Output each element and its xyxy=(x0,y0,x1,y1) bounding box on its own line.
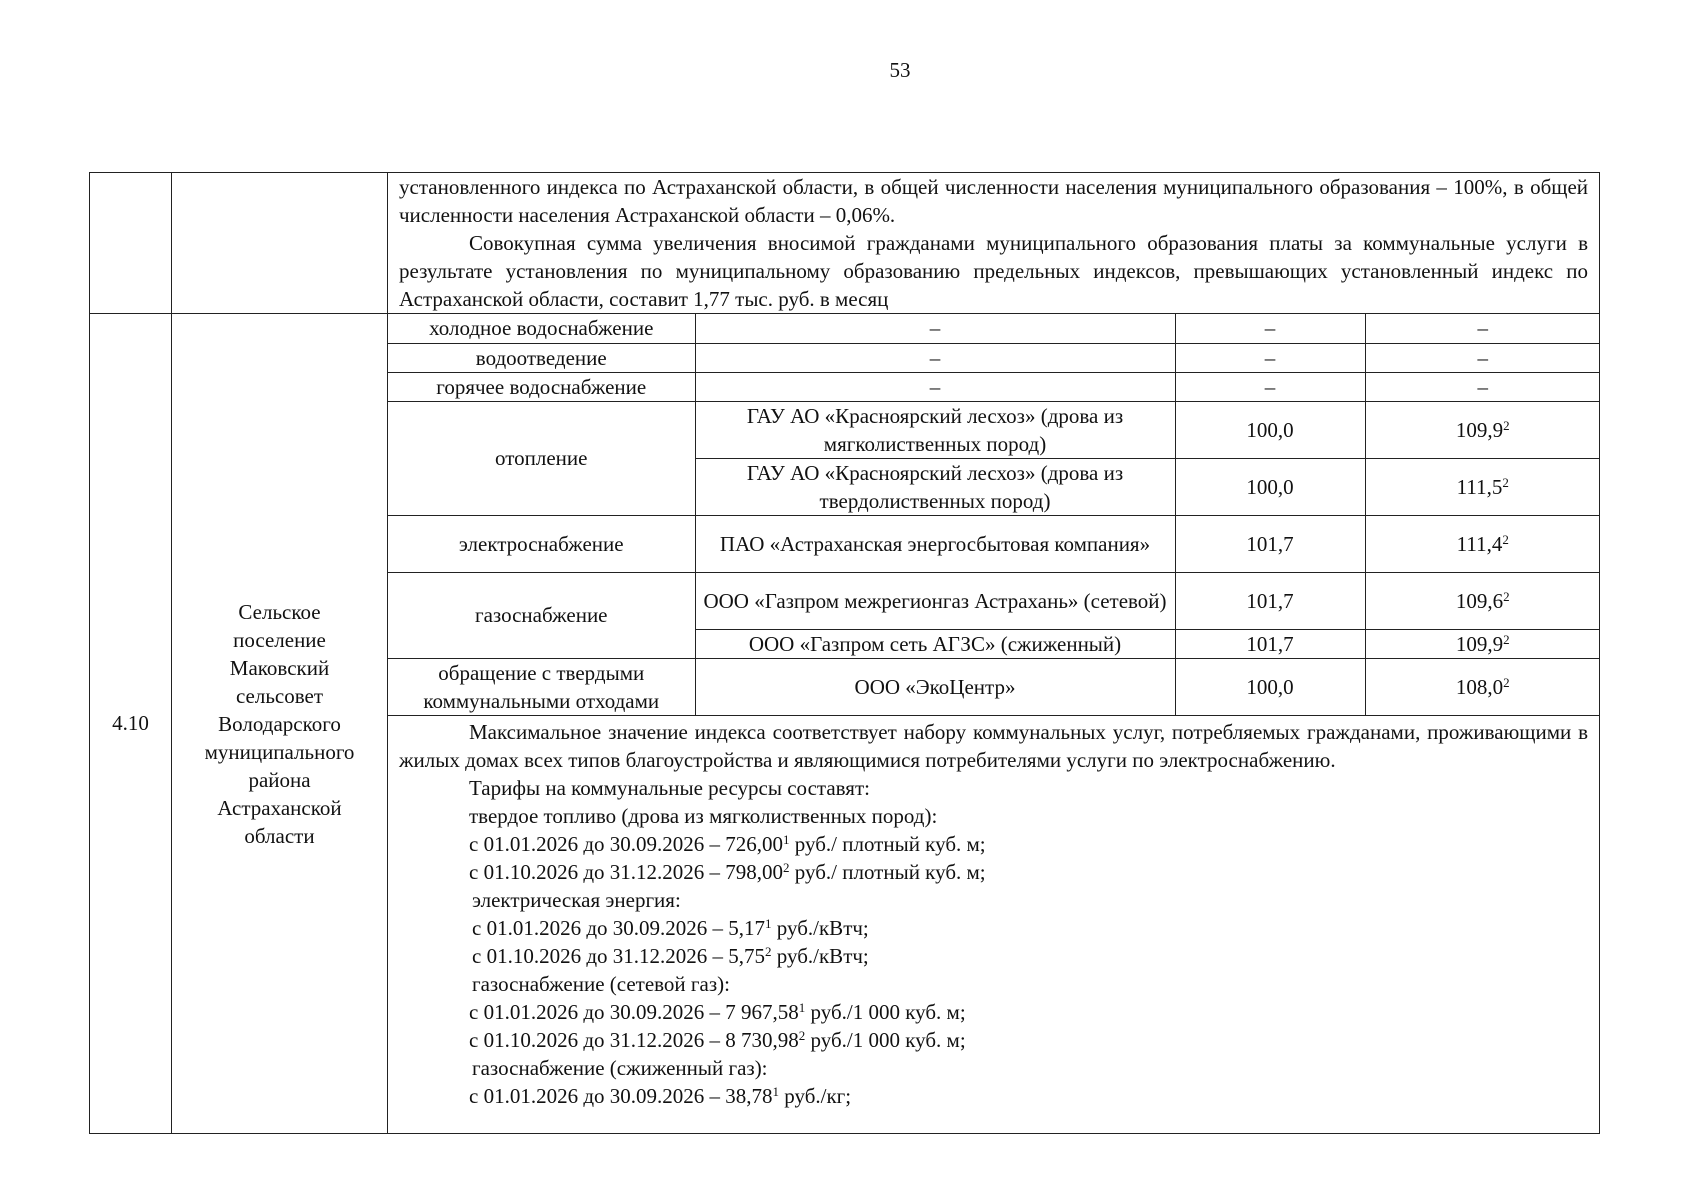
service-row xyxy=(388,515,1600,572)
max-index-value: – xyxy=(1365,314,1600,343)
max-index-value: 109,9$^2$ xyxy=(1365,401,1600,458)
name-line: муниципального xyxy=(204,739,355,764)
provider-name: ООО «ЭкоЦентр» xyxy=(695,658,1175,715)
tariff-group-title: электрическая энергия: xyxy=(472,887,681,912)
service-name: водоотведение xyxy=(388,343,695,372)
index-value: 100,0 xyxy=(1175,658,1365,715)
service-row xyxy=(388,343,1600,372)
index-value: 101,7 xyxy=(1175,629,1365,658)
tariffs-section xyxy=(388,716,1599,1110)
continued-text-cell xyxy=(388,173,1600,314)
service-row xyxy=(388,658,1600,715)
name-line: поселение xyxy=(233,627,326,652)
provider-name: ГАУ АО «Красноярский лесхоз» (дрова из мягколиственных пород) xyxy=(695,401,1175,458)
continued-row xyxy=(90,173,1600,314)
page-number: 53 xyxy=(889,58,911,82)
tariff-line: с 01.01.2026 до 30.09.2026 – 7 967,58$^1$ руб./1 000 куб. м; xyxy=(469,999,966,1024)
max-index-value: 108,0$^2$ xyxy=(1365,658,1600,715)
tariff-line: с 01.10.2026 до 31.12.2026 – 798,00$^2$ руб./ плотный куб. м; xyxy=(469,859,986,884)
service-name: горячее водоснабжение xyxy=(388,372,695,401)
name-line: Маковский xyxy=(229,655,330,680)
name-line: сельсовет xyxy=(235,683,324,708)
name-line: Астраханской xyxy=(217,795,342,820)
max-index-value: – xyxy=(1365,343,1600,372)
tariff-line: с 01.01.2026 до 30.09.2026 – 726,00$^1$ руб./ плотный куб. м; xyxy=(469,831,986,856)
provider-name: ГАУ АО «Красноярский лесхоз» (дрова из твердолиственных пород) xyxy=(695,458,1175,515)
index-value: 101,7 xyxy=(1175,572,1365,629)
entry-municipality-name xyxy=(172,314,388,1134)
index-value: – xyxy=(1175,343,1365,372)
continued-paragraph: установленного индекса по Астраханской области, в общей численности населения муниципального образования – 100%, в общей численности населения Астраханской области – 0,06%. xyxy=(399,175,1588,227)
provider-name: ООО «Газпром межрегионгаз Астрахань» (сетевой) xyxy=(695,572,1175,629)
service-row xyxy=(388,314,1600,343)
max-index-paragraph: Максимальное значение индекса соответствует набору коммунальных услуг, потребляемых гражданами, проживающими в жилых домах всех типов благоустройства и являющимися потребителями услуги по электроснабжению. xyxy=(399,719,1588,772)
service-row xyxy=(388,401,1600,458)
service-name: газоснабжение xyxy=(388,572,695,658)
entry-number: 4.10 xyxy=(90,314,172,1134)
service-name: отопление xyxy=(388,401,695,515)
services-table xyxy=(388,314,1600,716)
index-value: 100,0 xyxy=(1175,401,1365,458)
entry-row xyxy=(90,314,1600,1134)
tariff-group-title: газоснабжение (сетевой газ): xyxy=(472,971,730,996)
total-increase-paragraph: Совокупная сумма увеличения вносимой гражданами муниципального образования платы за коммунальные услуги в результате установления по муниципальному образованию предельных индексов, превышающих установленный индекс по Астраханской области, составит 1,77 тыс. руб. в месяц xyxy=(399,231,1588,311)
name-line: района xyxy=(248,767,311,792)
tariffs-heading: Тарифы на коммунальные ресурсы составят: xyxy=(469,775,870,800)
service-row xyxy=(388,372,1600,401)
continued-number-cell xyxy=(90,173,172,314)
tariff-line: с 01.10.2026 до 31.12.2026 – 5,75$^2$ руб./кВтч; xyxy=(472,943,869,968)
provider-name: ООО «Газпром сеть АГЗС» (сжиженный) xyxy=(695,629,1175,658)
provider-name: – xyxy=(695,343,1175,372)
max-index-value: – xyxy=(1365,372,1600,401)
index-value: 100,0 xyxy=(1175,458,1365,515)
service-row xyxy=(388,572,1600,629)
entry-details-cell xyxy=(388,314,1600,1134)
tariff-line: с 01.01.2026 до 30.09.2026 – 38,78$^1$ руб./кг; xyxy=(469,1083,852,1108)
tariff-group-title: твердое топливо (дрова из мягколиственных пород): xyxy=(469,803,938,828)
continued-name-cell xyxy=(172,173,388,314)
max-index-value: 109,6$^2$ xyxy=(1365,572,1600,629)
tariff-group-title: газоснабжение (сжиженный газ): xyxy=(472,1055,768,1080)
provider-name: ПАО «Астраханская энергосбытовая компания» xyxy=(695,515,1175,572)
service-name: обращение с твердыми коммунальными отходами xyxy=(388,658,695,715)
provider-name: – xyxy=(695,372,1175,401)
provider-name: – xyxy=(695,314,1175,343)
index-value: – xyxy=(1175,314,1365,343)
max-index-value: 111,4$^2$ xyxy=(1365,515,1600,572)
name-line: Володарского xyxy=(218,711,341,736)
index-value: 101,7 xyxy=(1175,515,1365,572)
tariff-line: с 01.01.2026 до 30.09.2026 – 5,17$^1$ руб./кВтч; xyxy=(472,915,869,940)
index-value: – xyxy=(1175,372,1365,401)
service-name: электроснабжение xyxy=(388,515,695,572)
service-name: холодное водоснабжение xyxy=(388,314,695,343)
max-index-value: 111,5$^2$ xyxy=(1365,458,1600,515)
name-line: Сельское xyxy=(238,599,321,624)
name-line: области xyxy=(244,823,315,848)
tariff-table xyxy=(89,172,1600,1134)
tariff-line: с 01.10.2026 до 31.12.2026 – 8 730,98$^2$ руб./1 000 куб. м; xyxy=(469,1027,966,1052)
max-index-value: 109,9$^2$ xyxy=(1365,629,1600,658)
